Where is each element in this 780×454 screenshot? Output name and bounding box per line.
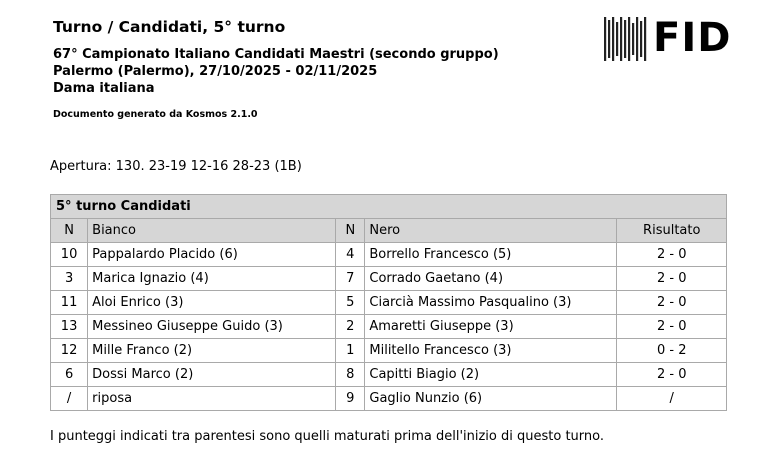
black-number: 9 xyxy=(336,387,365,411)
white-player: Dossi Marco (2) xyxy=(88,363,336,387)
black-player: Amaretti Giuseppe (3) xyxy=(365,315,617,339)
black-player: Corrado Gaetano (4) xyxy=(365,267,617,291)
game-result: 2 - 0 xyxy=(617,267,727,291)
black-number: 2 xyxy=(336,315,365,339)
black-number: 8 xyxy=(336,363,365,387)
black-number: 4 xyxy=(336,243,365,267)
white-number: 12 xyxy=(51,339,88,363)
fid-logo-stripes-icon xyxy=(604,17,648,61)
pairings-table xyxy=(50,194,727,411)
black-player: Capitti Biagio (2) xyxy=(365,363,617,387)
game-result: 2 - 0 xyxy=(617,291,727,315)
table-row xyxy=(51,243,727,267)
game-result: 2 - 0 xyxy=(617,243,727,267)
black-player: Borrello Francesco (5) xyxy=(365,243,617,267)
white-player: Pappalardo Placido (6) xyxy=(88,243,336,267)
table-row xyxy=(51,267,727,291)
page-title: Turno / Candidati, 5° turno xyxy=(53,18,286,36)
table-header-row xyxy=(51,219,727,243)
table-row xyxy=(51,291,727,315)
fid-logo xyxy=(604,15,732,61)
game-result: / xyxy=(617,387,727,411)
table-row xyxy=(51,387,727,411)
game-result: 2 - 0 xyxy=(617,363,727,387)
white-number: / xyxy=(51,387,88,411)
game-result: 2 - 0 xyxy=(617,315,727,339)
black-number: 5 xyxy=(336,291,365,315)
black-player: Ciarcià Massimo Pasqualino (3) xyxy=(365,291,617,315)
game-result: 0 - 2 xyxy=(617,339,727,363)
discipline: Dama italiana xyxy=(53,81,155,96)
white-number: 3 xyxy=(51,267,88,291)
black-player: Gaglio Nunzio (6) xyxy=(365,387,617,411)
white-player: Marica Ignazio (4) xyxy=(88,267,336,291)
championship-name: 67° Campionato Italiano Candidati Maestri (secondo gruppo) xyxy=(53,47,499,62)
venue-dates: Palermo (Palermo), 27/10/2025 - 02/11/2025 xyxy=(53,64,378,79)
white-number: 6 xyxy=(51,363,88,387)
black-number: 7 xyxy=(336,267,365,291)
table-title: 5° turno Candidati xyxy=(51,195,727,219)
white-player: Aloi Enrico (3) xyxy=(88,291,336,315)
white-number: 10 xyxy=(51,243,88,267)
footer-note: I punteggi indicati tra parentesi sono quelli maturati prima dell'inizio di questo turno. xyxy=(50,429,604,444)
black-player: Militello Francesco (3) xyxy=(365,339,617,363)
fid-logo-text: FID xyxy=(653,15,732,61)
table-row xyxy=(51,315,727,339)
black-number: 1 xyxy=(336,339,365,363)
table-row xyxy=(51,363,727,387)
col-header-black: Nero xyxy=(365,219,617,243)
white-number: 11 xyxy=(51,291,88,315)
white-player: Mille Franco (2) xyxy=(88,339,336,363)
generator-note: Documento generato da Kosmos 2.1.0 xyxy=(53,109,258,120)
white-number: 13 xyxy=(51,315,88,339)
col-header-n-white: N xyxy=(51,219,88,243)
table-row xyxy=(51,339,727,363)
white-player: Messineo Giuseppe Guido (3) xyxy=(88,315,336,339)
opening-line: Apertura: 130. 23-19 12-16 28-23 (1B) xyxy=(50,159,302,174)
col-header-n-black: N xyxy=(336,219,365,243)
col-header-result: Risultato xyxy=(617,219,727,243)
white-player: riposa xyxy=(88,387,336,411)
col-header-white: Bianco xyxy=(88,219,336,243)
